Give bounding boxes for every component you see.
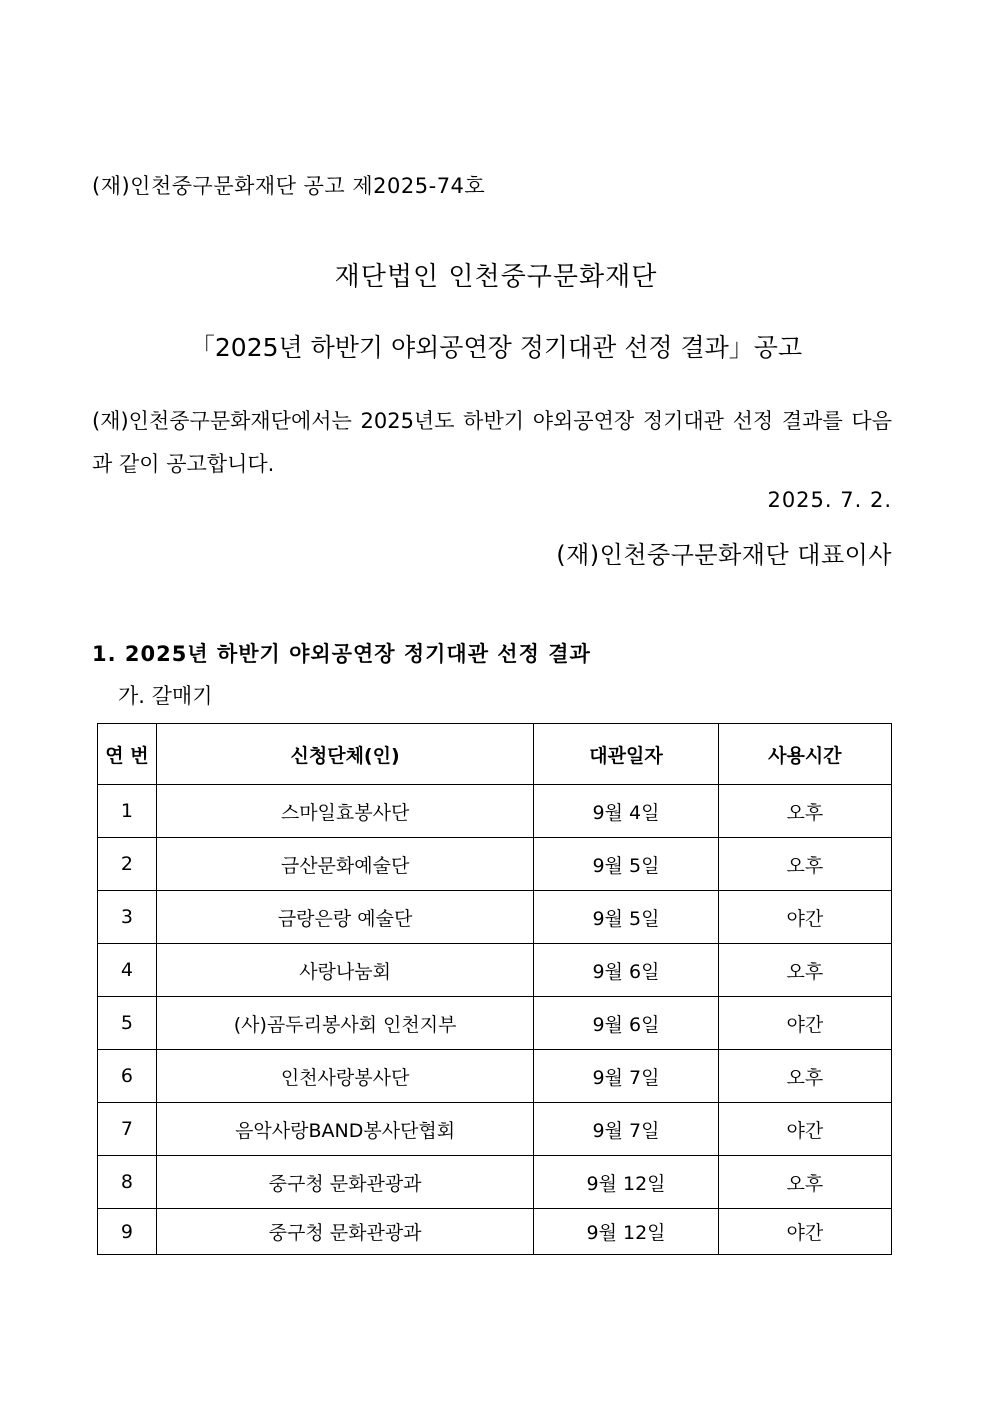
cell-usage-time: 오후 bbox=[718, 785, 891, 838]
cell-organization: (사)곰두리봉사회 인천지부 bbox=[156, 997, 534, 1050]
cell-organization: 중구청 문화관광과 bbox=[156, 1156, 534, 1209]
document-title: 재단법인 인천중구문화재단 bbox=[334, 262, 658, 292]
table-row bbox=[98, 785, 892, 838]
cell-number: 1 bbox=[98, 785, 157, 838]
cell-number: 3 bbox=[98, 891, 157, 944]
notice-date: 2025. 7. 2. bbox=[767, 488, 892, 512]
cell-number: 4 bbox=[98, 944, 157, 997]
cell-number: 7 bbox=[98, 1103, 157, 1156]
cell-organization: 금산문화예술단 bbox=[156, 838, 534, 891]
cell-number: 2 bbox=[98, 838, 157, 891]
header-organization: 신청단체(인) bbox=[156, 724, 534, 785]
cell-rental-date: 9월 6일 bbox=[534, 997, 718, 1050]
cell-number: 6 bbox=[98, 1050, 157, 1103]
cell-rental-date: 9월 4일 bbox=[534, 785, 718, 838]
table-row bbox=[98, 891, 892, 944]
table-row bbox=[98, 1209, 892, 1255]
cell-organization: 금랑은랑 예술단 bbox=[156, 891, 534, 944]
header-usage-time: 사용시간 bbox=[718, 724, 891, 785]
cell-number: 5 bbox=[98, 997, 157, 1050]
cell-organization: 인천사랑봉사단 bbox=[156, 1050, 534, 1103]
cell-rental-date: 9월 5일 bbox=[534, 891, 718, 944]
cell-usage-time: 야간 bbox=[718, 891, 891, 944]
cell-rental-date: 9월 12일 bbox=[534, 1209, 718, 1255]
cell-usage-time: 야간 bbox=[718, 1209, 891, 1255]
cell-organization: 사랑나눔회 bbox=[156, 944, 534, 997]
table-header-row bbox=[98, 724, 892, 785]
cell-rental-date: 9월 7일 bbox=[534, 1050, 718, 1103]
table-row bbox=[98, 838, 892, 891]
cell-usage-time: 오후 bbox=[718, 1050, 891, 1103]
intro-paragraph: (재)인천중구문화재단에서는 2025년도 하반기 야외공연장 정기대관 선정 결과를 다음과 같이 공고합니다. bbox=[92, 409, 892, 476]
cell-usage-time: 야간 bbox=[718, 997, 891, 1050]
cell-usage-time: 야간 bbox=[718, 1103, 891, 1156]
cell-usage-time: 오후 bbox=[718, 944, 891, 997]
cell-rental-date: 9월 12일 bbox=[534, 1156, 718, 1209]
document-subtitle: 「2025년 하반기 야외공연장 정기대관 선정 결과」공고 bbox=[189, 333, 803, 362]
notice-number: (재)인천중구문화재단 공고 제2025-74호 bbox=[92, 174, 486, 198]
cell-organization: 중구청 문화관광과 bbox=[156, 1209, 534, 1255]
section-heading: 1. 2025년 하반기 야외공연장 정기대관 선정 결과 bbox=[92, 642, 591, 666]
selection-result-table bbox=[97, 723, 892, 1255]
header-number: 연 번 bbox=[98, 724, 157, 785]
cell-number: 8 bbox=[98, 1156, 157, 1209]
subsection-heading: 가. 갈매기 bbox=[118, 684, 213, 708]
cell-number: 9 bbox=[98, 1209, 157, 1255]
cell-organization: 음악사랑BAND봉사단협회 bbox=[156, 1103, 534, 1156]
cell-rental-date: 9월 6일 bbox=[534, 944, 718, 997]
table-row bbox=[98, 1103, 892, 1156]
cell-rental-date: 9월 7일 bbox=[534, 1103, 718, 1156]
cell-usage-time: 오후 bbox=[718, 838, 891, 891]
cell-rental-date: 9월 5일 bbox=[534, 838, 718, 891]
table-row bbox=[98, 944, 892, 997]
cell-usage-time: 오후 bbox=[718, 1156, 891, 1209]
notice-signer: (재)인천중구문화재단 대표이사 bbox=[556, 541, 892, 569]
table-row bbox=[98, 1156, 892, 1209]
header-rental-date: 대관일자 bbox=[534, 724, 718, 785]
table-row bbox=[98, 997, 892, 1050]
cell-organization: 스마일효봉사단 bbox=[156, 785, 534, 838]
table-row bbox=[98, 1050, 892, 1103]
